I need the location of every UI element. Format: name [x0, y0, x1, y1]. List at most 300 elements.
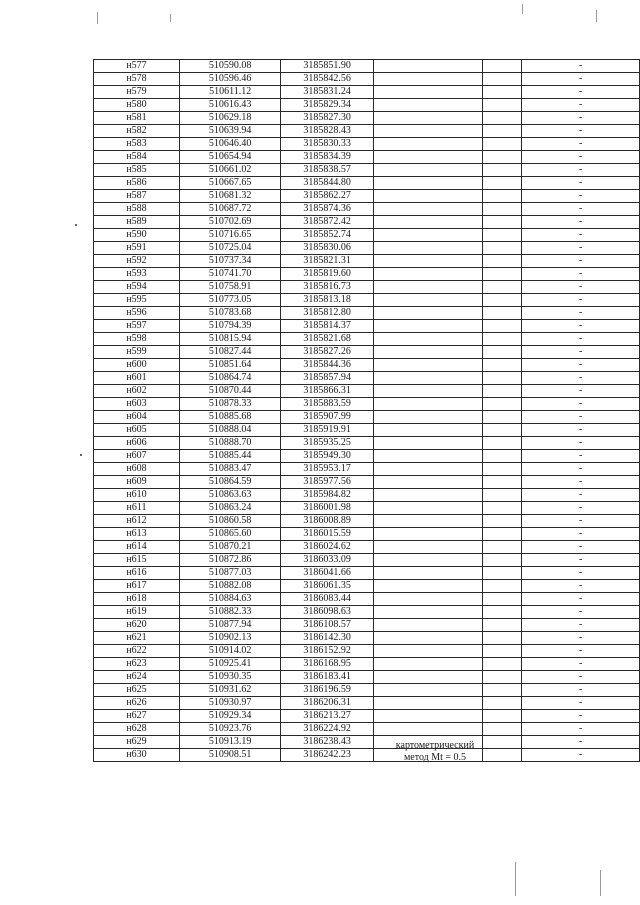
method-cell: [373, 580, 482, 593]
method-cell: [373, 632, 482, 645]
table-row: [94, 502, 640, 515]
method-cell: [373, 723, 482, 736]
blank-cell: [482, 554, 522, 567]
point-id-cell: н613: [94, 528, 180, 541]
blank-cell: [482, 255, 522, 268]
x-coordinate-cell: 510888.70: [180, 437, 281, 450]
y-coordinate-cell: 3186015.59: [281, 528, 374, 541]
method-cell: [373, 567, 482, 580]
y-coordinate-cell: 3185866.31: [281, 385, 374, 398]
x-coordinate-cell: 510872.86: [180, 554, 281, 567]
method-cell: [373, 359, 482, 372]
method-cell: [373, 320, 482, 333]
blank-cell: [482, 203, 522, 216]
y-coordinate-cell: 3185816.73: [281, 281, 374, 294]
x-coordinate-cell: 510863.24: [180, 502, 281, 515]
x-coordinate-cell: 510878.33: [180, 398, 281, 411]
blank-cell: [482, 229, 522, 242]
mark-cell: -: [522, 411, 640, 424]
point-id-cell: н627: [94, 710, 180, 723]
y-coordinate-cell: 3185821.31: [281, 255, 374, 268]
blank-cell: [482, 697, 522, 710]
x-coordinate-cell: 510877.94: [180, 619, 281, 632]
mark-cell: -: [522, 229, 640, 242]
point-id-cell: н607: [94, 450, 180, 463]
x-coordinate-cell: 510773.05: [180, 294, 281, 307]
mark-cell: -: [522, 346, 640, 359]
method-cell: [373, 229, 482, 242]
scan-mark: [600, 870, 601, 896]
table-row: [94, 255, 640, 268]
mark-cell: -: [522, 749, 640, 762]
y-coordinate-cell: 3185834.39: [281, 151, 374, 164]
mark-cell: -: [522, 463, 640, 476]
x-coordinate-cell: 510877.03: [180, 567, 281, 580]
method-cell: [373, 476, 482, 489]
mark-cell: -: [522, 281, 640, 294]
mark-cell: -: [522, 60, 640, 73]
y-coordinate-cell: 3185953.17: [281, 463, 374, 476]
table-row: [94, 671, 640, 684]
blank-cell: [482, 411, 522, 424]
table-row: [94, 320, 640, 333]
y-coordinate-cell: 3185984.82: [281, 489, 374, 502]
y-coordinate-cell: 3185821.68: [281, 333, 374, 346]
point-id-cell: н600: [94, 359, 180, 372]
mark-cell: -: [522, 138, 640, 151]
table-row: [94, 476, 640, 489]
method-cell: [373, 671, 482, 684]
table-row: [94, 359, 640, 372]
point-id-cell: н629: [94, 736, 180, 749]
method-cell: [373, 463, 482, 476]
blank-cell: [482, 164, 522, 177]
table-row: [94, 580, 640, 593]
blank-cell: [482, 541, 522, 554]
mark-cell: -: [522, 398, 640, 411]
method-cell: [373, 593, 482, 606]
blank-cell: [482, 710, 522, 723]
point-id-cell: н581: [94, 112, 180, 125]
method-cell: [373, 203, 482, 216]
mark-cell: -: [522, 151, 640, 164]
x-coordinate-cell: 510882.08: [180, 580, 281, 593]
mark-cell: -: [522, 424, 640, 437]
point-id-cell: н608: [94, 463, 180, 476]
table-row: [94, 73, 640, 86]
y-coordinate-cell: 3186024.62: [281, 541, 374, 554]
table-row: [94, 723, 640, 736]
table-row: [94, 424, 640, 437]
x-coordinate-cell: 510654.94: [180, 151, 281, 164]
point-id-cell: н580: [94, 99, 180, 112]
mark-cell: -: [522, 437, 640, 450]
mark-cell: -: [522, 515, 640, 528]
blank-cell: [482, 515, 522, 528]
point-id-cell: н587: [94, 190, 180, 203]
blank-cell: [482, 73, 522, 86]
method-cell: [373, 190, 482, 203]
x-coordinate-cell: 510702.69: [180, 216, 281, 229]
table-row: [94, 567, 640, 580]
table-row: [94, 736, 640, 749]
blank-cell: [482, 138, 522, 151]
table-row: [94, 99, 640, 112]
blank-cell: [482, 99, 522, 112]
method-cell: [373, 437, 482, 450]
y-coordinate-cell: 3185907.99: [281, 411, 374, 424]
blank-cell: [482, 463, 522, 476]
y-coordinate-cell: 3185812.80: [281, 307, 374, 320]
point-id-cell: н582: [94, 125, 180, 138]
point-id-cell: н610: [94, 489, 180, 502]
x-coordinate-cell: 510741.70: [180, 268, 281, 281]
method-cell: [373, 177, 482, 190]
y-coordinate-cell: 3186213.27: [281, 710, 374, 723]
x-coordinate-cell: 510864.59: [180, 476, 281, 489]
x-coordinate-cell: 510616.43: [180, 99, 281, 112]
y-coordinate-cell: 3185827.30: [281, 112, 374, 125]
point-id-cell: н620: [94, 619, 180, 632]
mark-cell: -: [522, 86, 640, 99]
x-coordinate-cell: 510902.13: [180, 632, 281, 645]
blank-cell: [482, 580, 522, 593]
y-coordinate-cell: 3186083.44: [281, 593, 374, 606]
mark-cell: -: [522, 307, 640, 320]
y-coordinate-cell: 3185831.24: [281, 86, 374, 99]
blank-cell: [482, 528, 522, 541]
point-id-cell: н605: [94, 424, 180, 437]
point-id-cell: н601: [94, 372, 180, 385]
y-coordinate-cell: 3185844.36: [281, 359, 374, 372]
table-row: [94, 645, 640, 658]
method-cell: [373, 242, 482, 255]
x-coordinate-cell: 510783.68: [180, 307, 281, 320]
mark-cell: -: [522, 619, 640, 632]
x-coordinate-cell: 510590.08: [180, 60, 281, 73]
x-coordinate-cell: 510827.44: [180, 346, 281, 359]
x-coordinate-cell: 510885.44: [180, 450, 281, 463]
point-id-cell: н602: [94, 385, 180, 398]
mark-cell: -: [522, 736, 640, 749]
point-id-cell: н578: [94, 73, 180, 86]
x-coordinate-cell: 510930.97: [180, 697, 281, 710]
mark-cell: -: [522, 541, 640, 554]
table-row: [94, 125, 640, 138]
method-cell: [373, 333, 482, 346]
mark-cell: -: [522, 112, 640, 125]
x-coordinate-cell: 510611.12: [180, 86, 281, 99]
point-id-cell: н618: [94, 593, 180, 606]
mark-cell: -: [522, 255, 640, 268]
y-coordinate-cell: 3185874.36: [281, 203, 374, 216]
method-cell: [373, 372, 482, 385]
x-coordinate-cell: 510737.34: [180, 255, 281, 268]
y-coordinate-cell: 3185827.26: [281, 346, 374, 359]
table-row: [94, 619, 640, 632]
mark-cell: -: [522, 450, 640, 463]
x-coordinate-cell: 510888.04: [180, 424, 281, 437]
coordinates-table-body: [94, 60, 640, 762]
blank-cell: [482, 372, 522, 385]
y-coordinate-cell: 3185830.33: [281, 138, 374, 151]
mark-cell: -: [522, 567, 640, 580]
mark-cell: -: [522, 177, 640, 190]
table-row: [94, 684, 640, 697]
x-coordinate-cell: 510884.63: [180, 593, 281, 606]
method-cell: [373, 281, 482, 294]
table-row: [94, 437, 640, 450]
point-id-cell: н590: [94, 229, 180, 242]
blank-cell: [482, 86, 522, 99]
method-note-line2: метод Mt = 0.5: [403, 752, 467, 763]
x-coordinate-cell: 510914.02: [180, 645, 281, 658]
mark-cell: -: [522, 697, 640, 710]
method-cell: [373, 606, 482, 619]
point-id-cell: н589: [94, 216, 180, 229]
point-id-cell: н599: [94, 346, 180, 359]
y-coordinate-cell: 3186061.35: [281, 580, 374, 593]
table-row: [94, 606, 640, 619]
mark-cell: -: [522, 502, 640, 515]
x-coordinate-cell: 510681.32: [180, 190, 281, 203]
y-coordinate-cell: 3186001.98: [281, 502, 374, 515]
mark-cell: -: [522, 372, 640, 385]
blank-cell: [482, 606, 522, 619]
table-row: [94, 177, 640, 190]
blank-cell: [482, 268, 522, 281]
table-row: [94, 489, 640, 502]
blank-cell: [482, 658, 522, 671]
method-cell: [373, 489, 482, 502]
table-row: [94, 294, 640, 307]
blank-cell: [482, 632, 522, 645]
table-row: [94, 658, 640, 671]
mark-cell: -: [522, 125, 640, 138]
y-coordinate-cell: 3186041.66: [281, 567, 374, 580]
method-cell: [373, 411, 482, 424]
table-row: [94, 398, 640, 411]
y-coordinate-cell: 3185842.56: [281, 73, 374, 86]
mark-cell: -: [522, 385, 640, 398]
x-coordinate-cell: 510882.33: [180, 606, 281, 619]
scan-mark: [596, 10, 597, 22]
blank-cell: [482, 242, 522, 255]
y-coordinate-cell: 3185857.94: [281, 372, 374, 385]
point-id-cell: н626: [94, 697, 180, 710]
table-row: [94, 138, 640, 151]
blank-cell: [482, 502, 522, 515]
table-row: [94, 86, 640, 99]
y-coordinate-cell: 3185977.56: [281, 476, 374, 489]
y-coordinate-cell: 3186242.23: [281, 749, 374, 762]
blank-cell: [482, 177, 522, 190]
x-coordinate-cell: 510851.64: [180, 359, 281, 372]
method-cell: [373, 151, 482, 164]
y-coordinate-cell: 3186008.89: [281, 515, 374, 528]
blank-cell: [482, 333, 522, 346]
table-row: [94, 632, 640, 645]
blank-cell: [482, 723, 522, 736]
blank-cell: [482, 489, 522, 502]
method-cell: [373, 164, 482, 177]
x-coordinate-cell: 510863.63: [180, 489, 281, 502]
table-row: [94, 307, 640, 320]
y-coordinate-cell: 3186152.92: [281, 645, 374, 658]
table-row: [94, 268, 640, 281]
scan-mark: [170, 14, 171, 22]
scan-mark: [522, 4, 523, 14]
point-id-cell: н593: [94, 268, 180, 281]
method-cell: [373, 450, 482, 463]
y-coordinate-cell: 3186098.63: [281, 606, 374, 619]
x-coordinate-cell: 510758.91: [180, 281, 281, 294]
mark-cell: -: [522, 554, 640, 567]
method-cell: [373, 73, 482, 86]
y-coordinate-cell: 3185949.30: [281, 450, 374, 463]
blank-cell: [482, 619, 522, 632]
blank-cell: [482, 281, 522, 294]
method-cell: [373, 216, 482, 229]
blank-cell: [482, 385, 522, 398]
point-id-cell: н622: [94, 645, 180, 658]
x-coordinate-cell: 510716.65: [180, 229, 281, 242]
x-coordinate-cell: 510929.34: [180, 710, 281, 723]
mark-cell: -: [522, 489, 640, 502]
y-coordinate-cell: 3185813.18: [281, 294, 374, 307]
table-row: [94, 528, 640, 541]
blank-cell: [482, 60, 522, 73]
mark-cell: -: [522, 294, 640, 307]
table-row: [94, 151, 640, 164]
scan-dot: [80, 454, 82, 456]
y-coordinate-cell: 3185844.80: [281, 177, 374, 190]
method-cell: [373, 294, 482, 307]
y-coordinate-cell: 3185862.27: [281, 190, 374, 203]
table-row: [94, 463, 640, 476]
point-id-cell: н598: [94, 333, 180, 346]
coordinates-table: [93, 59, 640, 762]
point-id-cell: н586: [94, 177, 180, 190]
method-note-line1: картометрический: [395, 740, 475, 751]
x-coordinate-cell: 510646.40: [180, 138, 281, 151]
x-coordinate-cell: 510885.68: [180, 411, 281, 424]
x-coordinate-cell: 510815.94: [180, 333, 281, 346]
table-row: [94, 164, 640, 177]
mark-cell: -: [522, 528, 640, 541]
point-id-cell: н616: [94, 567, 180, 580]
mark-cell: -: [522, 216, 640, 229]
x-coordinate-cell: 510931.62: [180, 684, 281, 697]
mark-cell: -: [522, 268, 640, 281]
blank-cell: [482, 437, 522, 450]
point-id-cell: н579: [94, 86, 180, 99]
point-id-cell: н595: [94, 294, 180, 307]
table-row: [94, 372, 640, 385]
point-id-cell: н621: [94, 632, 180, 645]
y-coordinate-cell: 3185852.74: [281, 229, 374, 242]
blank-cell: [482, 294, 522, 307]
y-coordinate-cell: 3186108.57: [281, 619, 374, 632]
method-cell: [373, 645, 482, 658]
point-id-cell: н630: [94, 749, 180, 762]
blank-cell: [482, 450, 522, 463]
point-id-cell: н611: [94, 502, 180, 515]
x-coordinate-cell: 510667.65: [180, 177, 281, 190]
scan-dot: [75, 224, 77, 226]
mark-cell: -: [522, 632, 640, 645]
method-cell: [373, 684, 482, 697]
x-coordinate-cell: 510629.18: [180, 112, 281, 125]
mark-cell: -: [522, 658, 640, 671]
y-coordinate-cell: 3185851.90: [281, 60, 374, 73]
blank-cell: [482, 112, 522, 125]
y-coordinate-cell: 3185829.34: [281, 99, 374, 112]
table-row: [94, 697, 640, 710]
y-coordinate-cell: 3185919.91: [281, 424, 374, 437]
point-id-cell: н619: [94, 606, 180, 619]
mark-cell: -: [522, 476, 640, 489]
method-cell: [373, 398, 482, 411]
method-cell: [373, 424, 482, 437]
x-coordinate-cell: 510913.19: [180, 736, 281, 749]
mark-cell: -: [522, 99, 640, 112]
blank-cell: [482, 671, 522, 684]
x-coordinate-cell: 510864.74: [180, 372, 281, 385]
point-id-cell: н583: [94, 138, 180, 151]
mark-cell: -: [522, 671, 640, 684]
point-id-cell: н577: [94, 60, 180, 73]
table-row: [94, 385, 640, 398]
table-row: [94, 190, 640, 203]
blank-cell: [482, 398, 522, 411]
mark-cell: -: [522, 320, 640, 333]
point-id-cell: н606: [94, 437, 180, 450]
table-row: [94, 749, 640, 762]
point-id-cell: н603: [94, 398, 180, 411]
mark-cell: -: [522, 580, 640, 593]
scan-mark: [97, 12, 98, 24]
point-id-cell: н615: [94, 554, 180, 567]
point-id-cell: н588: [94, 203, 180, 216]
blank-cell: [482, 190, 522, 203]
table-row: [94, 203, 640, 216]
method-cell: [373, 307, 482, 320]
x-coordinate-cell: 510865.60: [180, 528, 281, 541]
y-coordinate-cell: 3185828.43: [281, 125, 374, 138]
x-coordinate-cell: 510860.58: [180, 515, 281, 528]
method-note: [380, 740, 490, 764]
point-id-cell: н612: [94, 515, 180, 528]
blank-cell: [482, 216, 522, 229]
x-coordinate-cell: 510794.39: [180, 320, 281, 333]
y-coordinate-cell: 3185872.42: [281, 216, 374, 229]
y-coordinate-cell: 3186224.92: [281, 723, 374, 736]
x-coordinate-cell: 510639.94: [180, 125, 281, 138]
table-row: [94, 60, 640, 73]
y-coordinate-cell: 3185838.57: [281, 164, 374, 177]
x-coordinate-cell: 510596.46: [180, 73, 281, 86]
method-cell: [373, 138, 482, 151]
point-id-cell: н585: [94, 164, 180, 177]
x-coordinate-cell: 510930.35: [180, 671, 281, 684]
x-coordinate-cell: 510687.72: [180, 203, 281, 216]
mark-cell: -: [522, 359, 640, 372]
method-cell: [373, 502, 482, 515]
blank-cell: [482, 346, 522, 359]
blank-cell: [482, 476, 522, 489]
mark-cell: -: [522, 645, 640, 658]
